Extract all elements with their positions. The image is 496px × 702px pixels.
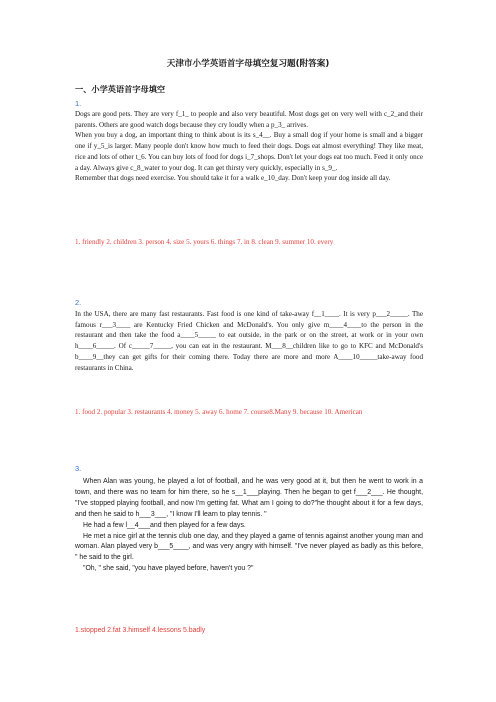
question-2-paragraph-1: In the USA, there are many fast restaurants. Fast food is one kind of take-away f__1____. It is very p___2_____. The famous r___3____ are Kentucky Fried Chicken and McDonald's. You only give m____4____to the person in the restaurant and then take the food a____5_____ to eat outside, in the park or on the street, at work or in your own h____6_____. Of c_____7_____, you can eat in the restaurant. M___8__children like to go to KFC and McDonald's b____9__they can get gifts for their coming there. Today there are more and more A____10_____take-away food restaurants in China. bbox=[75, 310, 423, 372]
question-1-number: 1. bbox=[75, 99, 82, 108]
question-2-passage bbox=[75, 309, 423, 373]
section-heading: 一、小学英语首字母填空 bbox=[75, 84, 166, 94]
question-1-paragraph-1: Dogs are good pets. They are very f_1_ to people and also very beautiful. Most dogs get on very well with c_2_and their parents. Others are good watch dogs because they cry loudly when a p_3_ arrives. bbox=[75, 110, 423, 129]
question-2-number: 2. bbox=[75, 298, 82, 307]
question-3-answer: 1.stopped 2.fat 3.himself 4.lessons 5.badly bbox=[75, 627, 206, 634]
question-3-paragraph-1: When Alan was young, he played a lot of football, and he was very good at it, but then he went to work in a town, and there was no team for him there, so he s__1___playing. Then he began to get f___2___. He thought, "I've stopped playing football, and now I'm getting fat. What am I going to do?"he thought about it for a few days, and then he said to h___3___, "I know I'll learn to play tennis. " bbox=[75, 478, 423, 518]
question-1-paragraph-2: When you buy a dog, an important thing to think about is its s_4__. Buy a small dog if your home is small and a bigger one if y_5_is larger. Many people don't know how much to feed their dogs. Dogs eat almost everything! They like meat, rice and lots of other t_6. You can buy lots of food for dogs i_7_shops. Don't let your dogs eat too much. Feed it only once a day. Always give c_8_water to your dog. It can get thirsty very quickly, especially in s_9_. bbox=[75, 131, 423, 172]
question-1-paragraph-3: Remember that dogs need exercise. You should take it for a walk e_10_day. Don't keep your dog inside all day. bbox=[75, 174, 391, 183]
question-3-paragraph-4: "Oh, " she said, "you have played before, haven't you ?" bbox=[83, 565, 254, 573]
document-title: 天津市小学英语首字母填空复习题(附答案) bbox=[166, 59, 330, 69]
question-3-paragraph-3: He met a nice girl at the tennis club one day, and they played a game of tennis against another young man and woman. Alan played very b___5____, and was very angry with himself. "I've never played as badly as this before, " he said to the girl. bbox=[75, 532, 423, 562]
question-1-passage bbox=[75, 109, 423, 184]
question-3-passage bbox=[75, 477, 423, 575]
question-3-paragraph-2: He had a few l__4___and then played for a few days. bbox=[83, 521, 246, 529]
question-1-answer: 1. friendly 2. children 3. person 4. size 5. yours 6. things 7. in 8. clean 9. summer 10. every bbox=[75, 238, 334, 246]
question-2-answer: 1. food 2. popular 3. restaurants 4. money 5. away 6. home 7. course8.Many 9. because 10. American bbox=[75, 408, 363, 416]
question-3-number: 3. bbox=[75, 464, 82, 473]
